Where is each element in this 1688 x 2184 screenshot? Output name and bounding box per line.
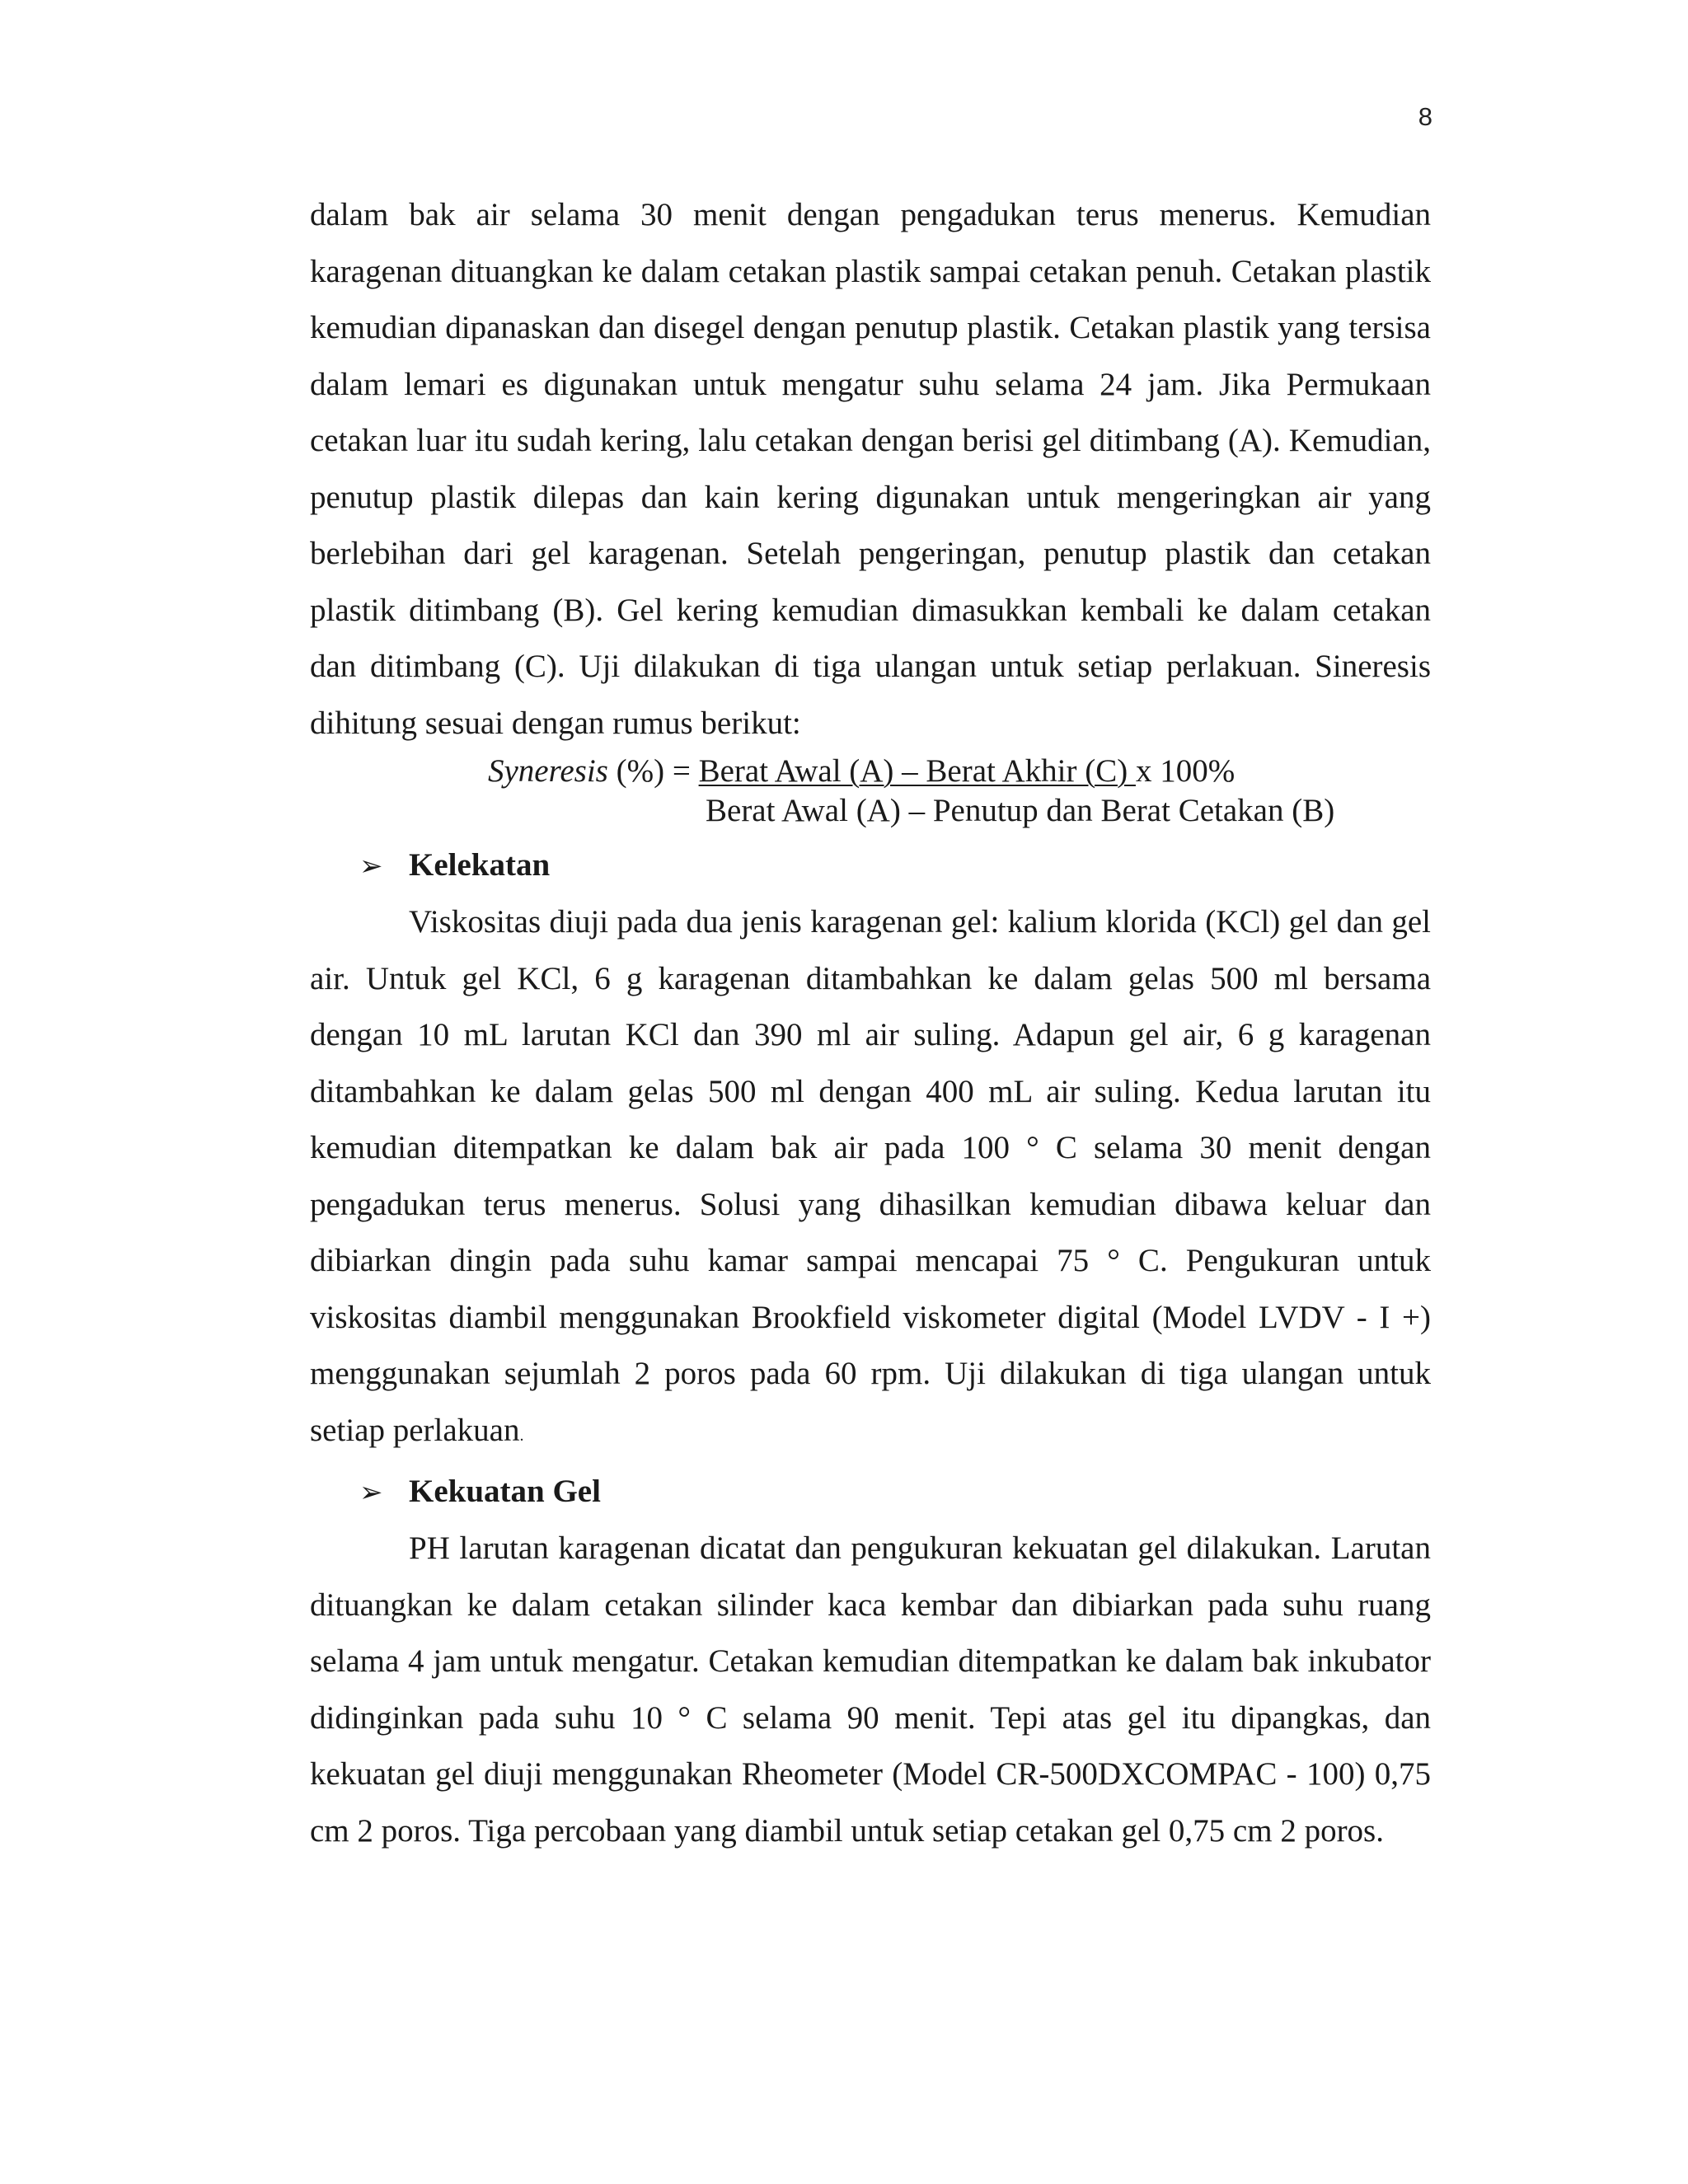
formula-numerator-line <box>488 752 1235 791</box>
heading-kelekatan <box>310 837 1431 894</box>
formula-numerator: Berat Awal (A) – Berat Akhir (C) <box>698 753 1136 789</box>
page-number: 8 <box>1418 102 1432 131</box>
paragraph-kelekatan-end-mark: . <box>519 1426 524 1445</box>
formula-multiplier: x 100% <box>1135 753 1236 789</box>
arrow-bullet-icon: ➢ <box>359 850 383 883</box>
formula-lhs-term: Syneresis <box>488 753 608 789</box>
paragraph-kelekatan-text: Viskositas diuji pada dua jenis karagenan gel: kalium klorida (KCl) gel dan gel air. Untuk gel KCl, 6 g karagenan ditambahkan ke dalam gelas 500 ml bersama dengan 10 mL larutan KCl dan 390 ml air suling. Adapun gel air, 6 g karagenan ditambahkan ke dalam gelas 500 ml dengan 400 mL air suling. Kedua larutan itu kemudian ditempatkan ke dalam bak air pada 100 ° C selama 30 menit dengan pengadukan terus menerus. Solusi yang dihasilkan kemudian dibawa keluar dan dibiarkan dingin pada suhu kamar sampai mencapai 75 ° C. Pengukuran untuk viskositas diambil menggunakan Brookfield viskometer digital (Model LVDV - I +) menggunakan sejumlah 2 poros pada 60 rpm. Uji dilakukan di tiga ulangan untuk setiap perlakuan <box>310 904 1431 1448</box>
paragraph-kelekatan <box>310 894 1431 1464</box>
syneresis-formula <box>310 752 1431 837</box>
formula-denominator: Berat Awal (A) – Penutup dan Berat Cetakan (B) <box>706 793 1335 828</box>
heading-kekuatan-gel <box>310 1464 1431 1521</box>
paragraph-syneresis-method: dalam bak air selama 30 menit dengan pengadukan terus menerus. Kemudian karagenan dituangkan ke dalam cetakan plastik sampai cetakan penuh. Cetakan plastik kemudian dipanaskan dan disegel dengan penutup plastik. Cetakan plastik yang tersisa dalam lemari es digunakan untuk mengatur suhu selama 24 jam. Jika Permukaan cetakan luar itu sudah kering, lalu cetakan dengan berisi gel ditimbang (A). Kemudian, penutup plastik dilepas dan kain kering digunakan untuk mengeringkan air yang berlebihan dari gel karagenan. Setelah pengeringan, penutup plastik dan cetakan plastik ditimbang (B). Gel kering kemudian dimasukkan kembali ke dalam cetakan dan ditimbang (C). Uji dilakukan di tiga ulangan untuk setiap perlakuan. Sineresis dihitung sesuai dengan rumus berikut: <box>310 197 1431 741</box>
formula-lhs-rest: (%) = <box>607 753 699 789</box>
arrow-bullet-icon: ➢ <box>359 1476 383 1509</box>
paragraph-kekuatan-gel: PH larutan karagenan dicatat dan pengukuran kekuatan gel dilakukan. Larutan dituangkan ke dalam cetakan silinder kaca kembar dan dibiarkan pada suhu ruang selama 4 jam untuk mengatur. Cetakan kemudian ditempatkan ke dalam bak inkubator didinginkan pada suhu 10 ° C selama 90 menit. Tepi atas gel itu dipangkas, dan kekuatan gel diuji menggunakan Rheometer (Model CR-500DXCOMPAC - 100) 0,75 cm 2 poros. Tiga percobaan yang diambil untuk setiap cetakan gel 0,75 cm 2 poros. <box>310 1530 1431 1849</box>
heading-kelekatan-text: Kelekatan <box>409 847 551 883</box>
heading-kekuatan-gel-text: Kekuatan Gel <box>409 1474 601 1509</box>
document-body <box>310 187 1431 1859</box>
